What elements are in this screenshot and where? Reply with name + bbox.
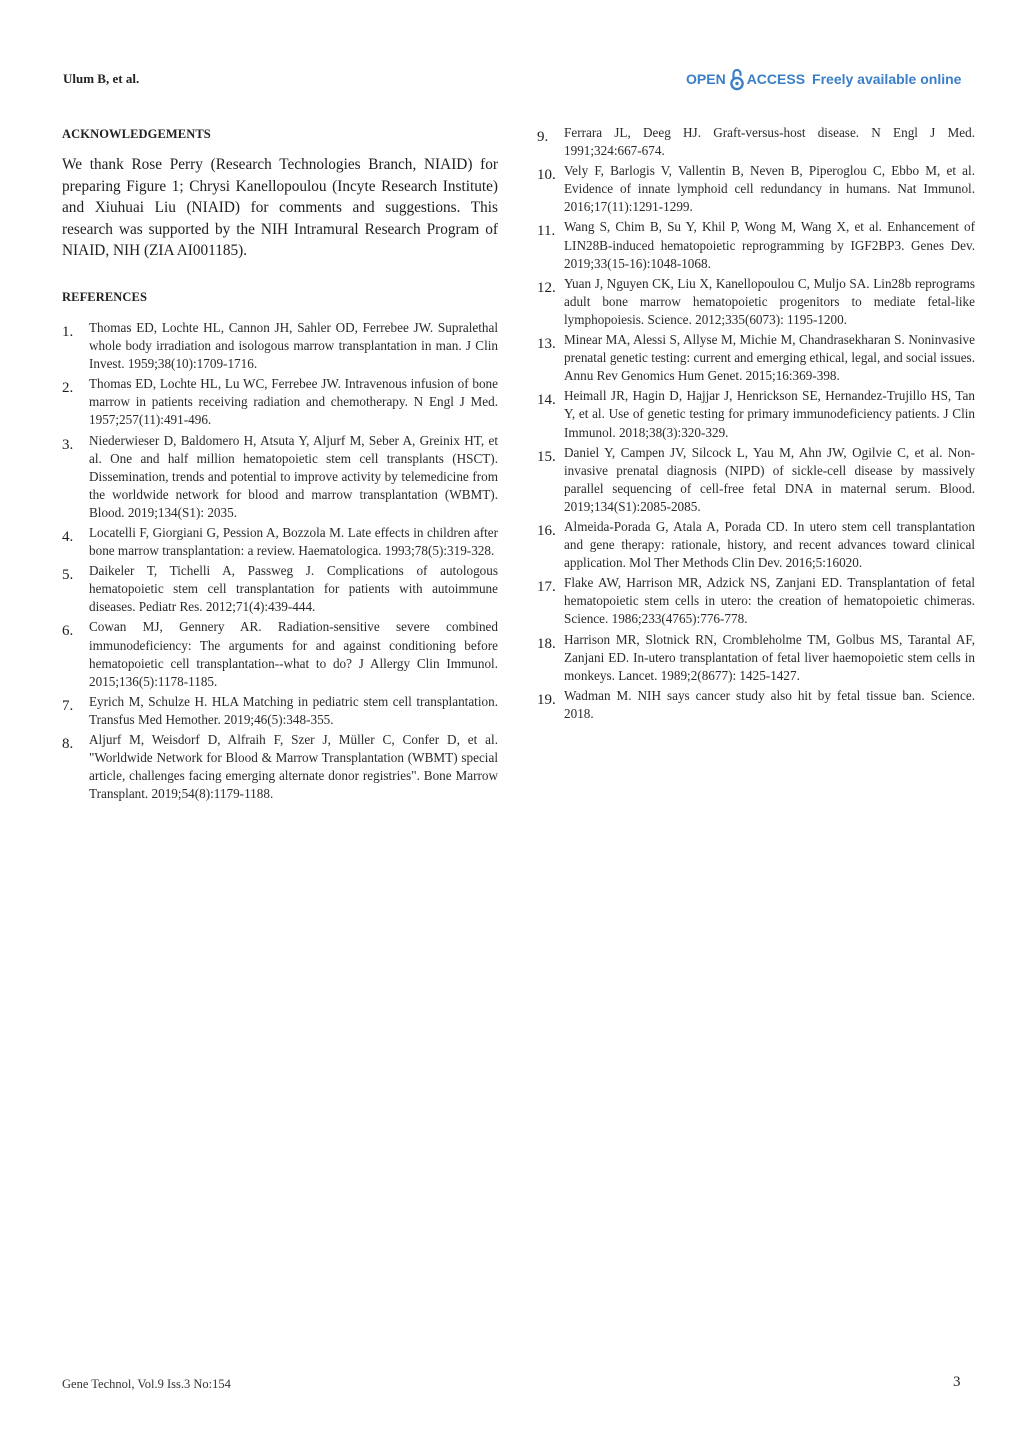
reference-number: 4.: [62, 529, 74, 545]
reference-item: [537, 387, 975, 441]
footer-page-number: 3: [953, 1374, 961, 1390]
reference-number: 12.: [537, 279, 556, 296]
reference-item: [62, 319, 498, 373]
reference-text: Eyrich M, Schulze H. HLA Matching in pediatric stem cell transplantation. Transfus Med Hemother. 2019;46(5):348-355.: [89, 693, 498, 727]
reference-text: Minear MA, Alessi S, Allyse M, Michie M, Chandrasekharan S. Noninvasive prenatal genetic testing: current and emerging ethical, legal, and social issues. Annu Rev Genomics Hum Genet. 2015;16:369-398.: [564, 332, 975, 384]
reference-item: [62, 618, 498, 690]
open-lock-icon: [730, 67, 744, 91]
references-heading: REFERENCES: [62, 289, 148, 304]
reference-list-right: [537, 124, 975, 723]
reference-item: [537, 687, 975, 723]
reference-text: Locatelli F, Giorgiani G, Pession A, Bozzola M. Late effects in children after bone marrow transplantation: a review. Haematologica. 1993;78(5):319-328.: [89, 525, 498, 559]
reference-item: [537, 444, 975, 516]
reference-number: 2.: [62, 380, 74, 397]
reference-item: [537, 275, 975, 329]
badge-open-label: OPEN: [686, 71, 726, 87]
reference-number: 9.: [537, 129, 549, 145]
reference-number: 14.: [537, 392, 556, 409]
reference-item: [62, 375, 498, 429]
reference-number: 10.: [537, 167, 556, 184]
reference-text: Niederwieser D, Baldomero H, Atsuta Y, Aljurf M, Seber A, Greinix HT, et al. One and half million hematopoietic stem cell transplants (HSCT). Dissemination, trends and potential to improve activity by telemedicine from the worldwide network for blood and marrow transplantation (WBMT). Blood. 2019;134(S1): 2035.: [89, 432, 498, 520]
reference-number: 17.: [537, 579, 556, 596]
reference-item: [537, 331, 975, 385]
badge-freely-available-label: Freely available online: [812, 71, 962, 87]
acknowledgements-text: We thank Rose Perry (Research Technologies Branch, NIAID) for preparing Figure 1; Chrysi Kanellopoulou (Incyte Research Institute) and Xiuhuai Liu (NIAID) for comments and suggestions. This research was supported by the NIH Intramural Research Program of NIAID, NIH (ZIA AI001185).: [62, 156, 498, 260]
reference-item: [537, 574, 975, 628]
reference-item: [537, 124, 975, 160]
reference-number: 15.: [537, 448, 556, 465]
reference-number: 1.: [62, 323, 74, 340]
reference-item: [62, 693, 498, 729]
acknowledgements-heading: ACKNOWLEDGEMENTS: [62, 127, 211, 141]
reference-number: 18.: [537, 635, 556, 652]
reference-text: Thomas ED, Lochte HL, Cannon JH, Sahler OD, Ferrebee JW. Supralethal whole body irradiation and isologous marrow transplantation in man. J Clin Invest. 1959;38(10):1709-1716.: [89, 319, 498, 372]
badge-access-label: ACCESS: [746, 71, 806, 87]
running-header-author: Ulum B, et al.: [63, 71, 140, 86]
reference-number: 16.: [537, 522, 556, 539]
reference-number: 3.: [62, 436, 74, 453]
reference-text: Ferrara JL, Deeg HJ. Graft-versus-host disease. N Engl J Med. 1991;324:667-674.: [564, 125, 975, 159]
reference-number: 8.: [62, 736, 74, 753]
reference-text: Almeida-Porada G, Atala A, Porada CD. In utero stem cell transplantation and gene therapy: rationale, history, and recent advances toward clinical application. Mol Ther Methods Clin Dev. 2016;5:16020.: [564, 518, 975, 571]
reference-item: [537, 162, 975, 216]
reference-text: Vely F, Barlogis V, Vallentin B, Neven B, Piperoglou C, Ebbo M, et al. Evidence of innate lymphoid cell redundancy in humans. Nat Immunol. 2016;17(11):1291-1299.: [564, 163, 975, 215]
reference-text: Wadman M. NIH says cancer study also hit by fetal tissue ban. Science. 2018.: [564, 687, 975, 721]
reference-list-left: [62, 319, 498, 803]
reference-text: Yuan J, Nguyen CK, Liu X, Kanellopoulou C, Muljo SA. Lin28b reprograms adult bone marrow hematopoietic progenitors to mediate fetal-like lymphopoiesis. Science. 2012;335(6073): 1195-1200.: [564, 275, 975, 327]
open-access-badge: [686, 66, 961, 92]
reference-item: [537, 631, 975, 685]
reference-number: 7.: [62, 697, 74, 714]
reference-number: 5.: [62, 567, 74, 584]
reference-text: Thomas ED, Lochte HL, Lu WC, Ferrebee JW. Intravenous infusion of bone marrow in patients receiving radiation and chemotherapy. N Engl J Med. 1957;257(11):491-496.: [89, 376, 498, 428]
reference-text: Flake AW, Harrison MR, Adzick NS, Zanjani ED. Transplantation of fetal hematopoietic stem cells in utero: the creation of hematopoietic chimeras. Science. 1986;233(4765):776-778.: [564, 575, 975, 627]
reference-text: Heimall JR, Hagin D, Hajjar J, Henrickson SE, Hernandez-Trujillo HS, Tan Y, et al. Use of genetic testing for primary immunodeficiency patients. J Clin Immunol. 2018;38(3):320-329.: [564, 388, 975, 440]
reference-item: [62, 432, 498, 522]
reference-text: Cowan MJ, Gennery AR. Radiation-sensitive severe combined immunodeficiency: The arguments for and against conditioning before hematopoietic cell transplantation--what to do? J Allergy Clin Immunol. 2015;136(5):1178-1185.: [89, 619, 498, 689]
reference-number: 6.: [62, 623, 74, 640]
reference-text: Daniel Y, Campen JV, Silcock L, Yau M, Ahn JW, Ogilvie C, et al. Non-invasive prenatal diagnosis (NIPD) of sickle-cell disease by massively parallel sequencing of cell-free fetal DNA in maternal serum. Blood. 2019;134(S1):2085-2085.: [564, 444, 975, 514]
reference-number: 11.: [537, 223, 556, 240]
reference-text: Harrison MR, Slotnick RN, Crombleholme TM, Golbus MS, Tarantal AF, Zanjani ED. In-utero transplantation of fetal liver haemopoietic stem cells in monkeys. Lancet. 1989;2(8677): 1425-1427.: [564, 631, 975, 683]
reference-text: Aljurf M, Weisdorf D, Alfraih F, Szer J, Müller C, Confer D, et al. "Worldwide Network for Blood & Marrow Transplantation (WBMT) special article, challenges facing emerging alternate donor registries". Bone Marrow Transplant. 2019;54(8):1179-1188.: [89, 732, 498, 802]
reference-text: Wang S, Chim B, Su Y, Khil P, Wong M, Wang X, et al. Enhancement of LIN28B-induced hematopoietic reprogramming by IGF2BP3. Genes Dev. 2019;33(15-16):1048-1068.: [564, 219, 975, 271]
left-column: [62, 124, 498, 803]
reference-item: [537, 218, 975, 272]
reference-number: 19.: [537, 691, 556, 708]
footer-journal-citation: Gene Technol, Vol.9 Iss.3 No:154: [62, 1377, 231, 1391]
reference-number: 13.: [537, 336, 556, 353]
reference-item: [537, 518, 975, 572]
reference-text: Daikeler T, Tichelli A, Passweg J. Complications of autologous hematopoietic stem cell transplantation for patients with autoimmune diseases. Pediatr Res. 2012;71(4):439-444.: [89, 563, 498, 615]
reference-item: [62, 731, 498, 803]
reference-item: [62, 562, 498, 616]
reference-item: [62, 524, 498, 560]
